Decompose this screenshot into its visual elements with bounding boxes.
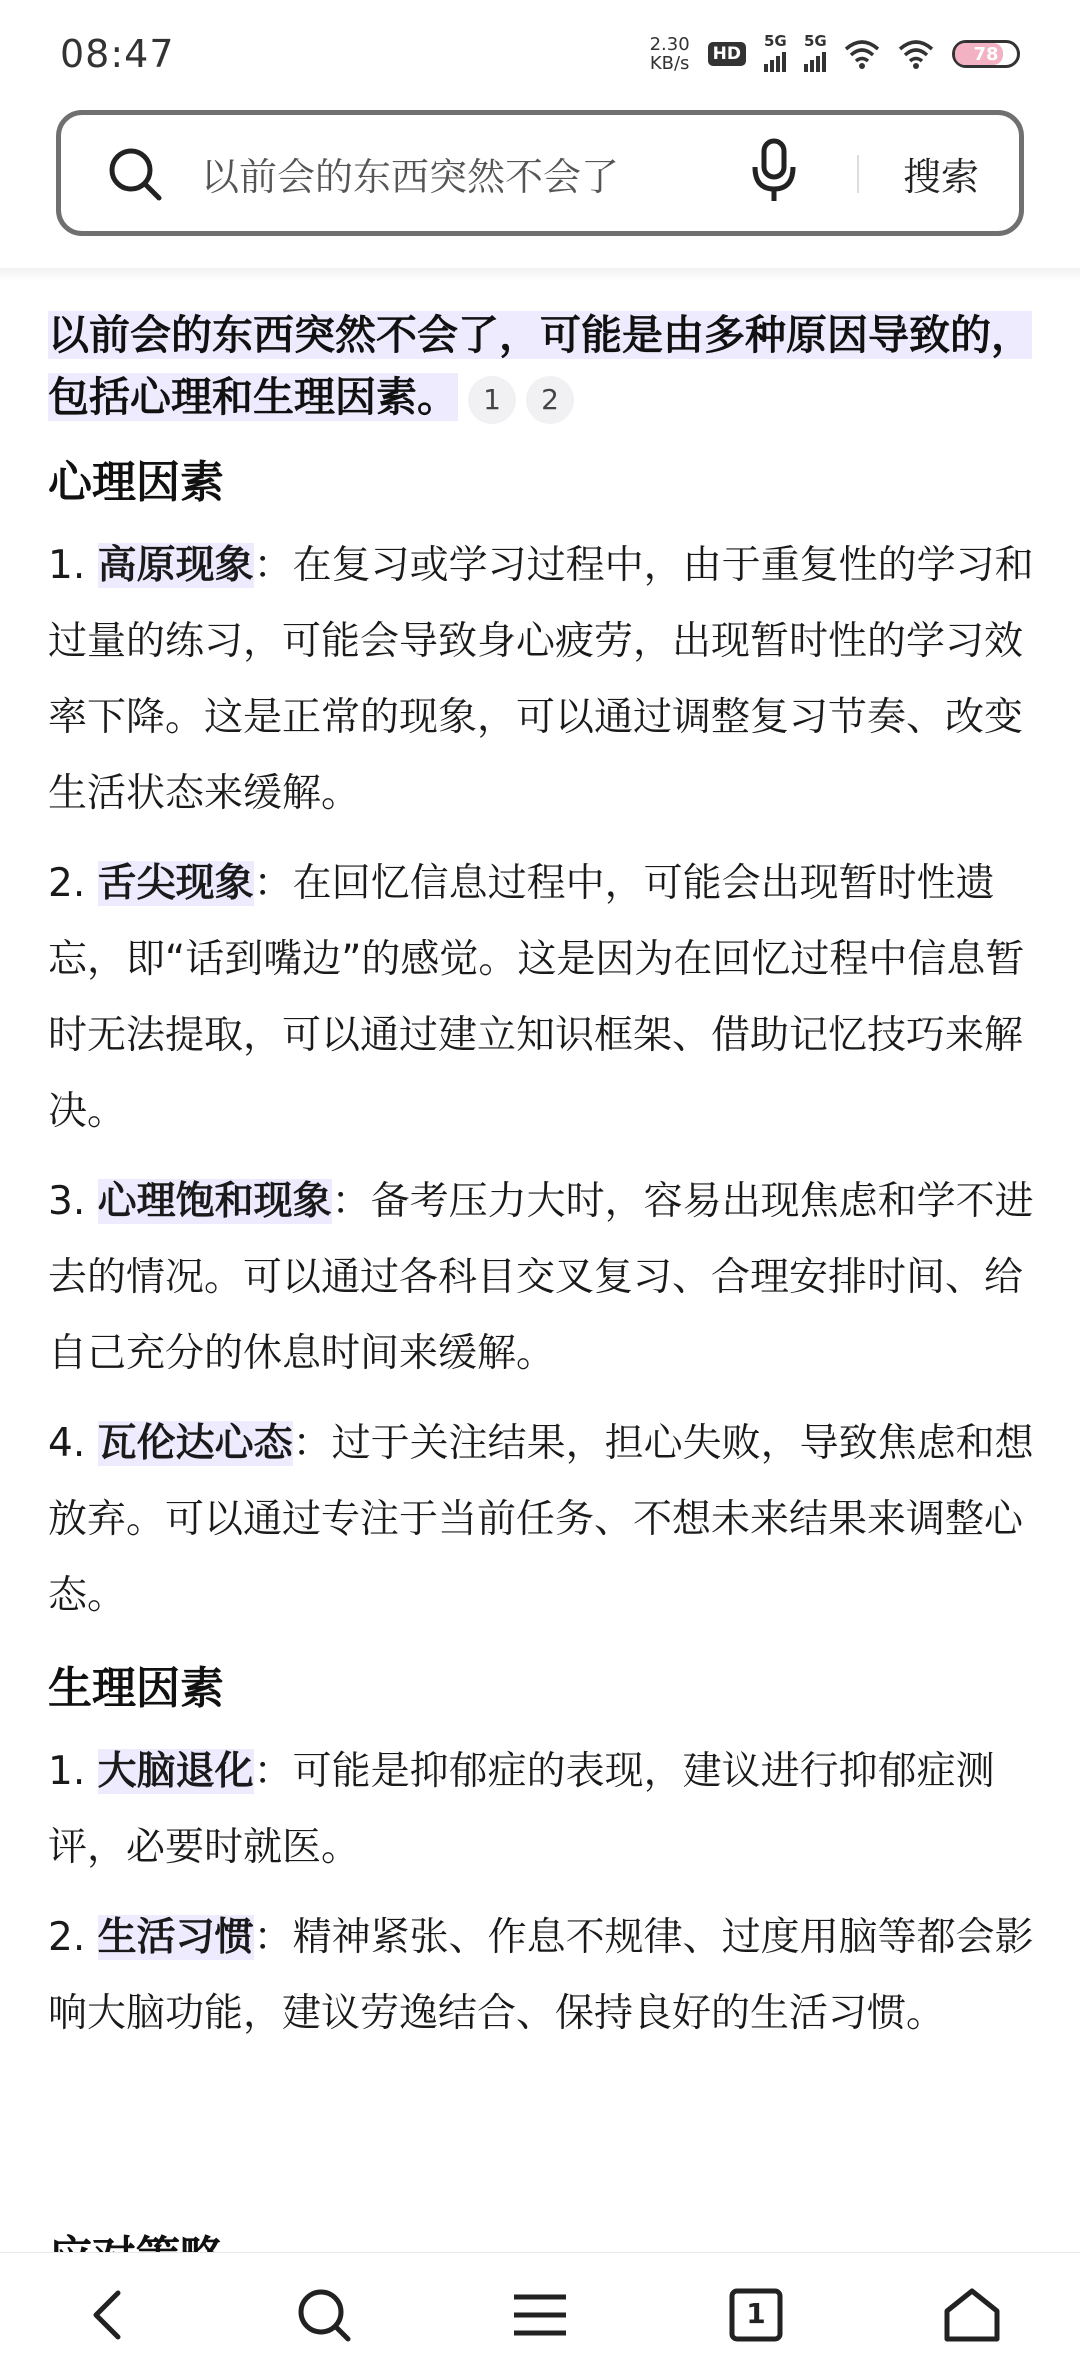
search-icon[interactable] [107, 146, 163, 202]
citation-1[interactable]: 1 [468, 376, 516, 424]
sim2-label: 5G [804, 32, 827, 50]
list-item: 4. 瓦伦达心态：过于关注结果，担心失败，导致焦虑和想放弃。可以通过专注于当前任务、不想未来结果来调整心态。 [48, 1421, 1034, 1618]
answer-content [48, 304, 1038, 2066]
list-item: 1. 大脑退化：可能是抑郁症的表现，建议进行抑郁症测评，必要时就医。 [48, 1749, 995, 1870]
term: 舌尖现象 [97, 861, 254, 906]
term: 高原现象 [97, 543, 254, 588]
signal-1-icon [764, 32, 787, 72]
list-item: 1. 高原现象：在复习或学习过程中，由于重复性的学习和过量的练习，可能会导致身心疲劳，出现暂时性的学习效率下降。这是正常的现象，可以通过调整复习节奏、改变生活状态来缓解。 [48, 543, 1034, 816]
battery-icon [952, 40, 1020, 68]
battery-level: 78 [973, 43, 999, 65]
term: 心理饱和现象 [97, 1179, 332, 1224]
section-heading-physiological: 生理因素 [48, 1663, 224, 1714]
term: 生活习惯 [97, 1915, 254, 1960]
clock: 08:47 [60, 32, 175, 76]
home-button[interactable] [912, 2260, 1032, 2370]
network-speed-unit: KB/s [649, 53, 690, 74]
status-icons [649, 32, 1020, 74]
search-icon [296, 2287, 352, 2343]
list-item: 2. 生活习惯：精神紧张、作息不规律、过度用脑等都会影响大脑功能，建议劳逸结合、保持良好的生活习惯。 [48, 1915, 1034, 2036]
list-item: 2. 舌尖现象：在回忆信息过程中，可能会出现暂时性遗忘，即“话到嘴边”的感觉。这是因为在回忆过程中信息暂时无法提取，可以通过建立知识框架、借助记忆技巧来解决。 [48, 861, 1025, 1134]
network-speed-value: 2.30 [649, 34, 690, 55]
signal-2-icon [804, 32, 827, 72]
answer-summary [48, 304, 1038, 428]
home-icon [943, 2287, 1001, 2343]
menu-icon [512, 2291, 568, 2339]
search-bar[interactable] [56, 110, 1024, 236]
wifi-icon [844, 39, 880, 69]
back-icon [88, 2287, 128, 2343]
menu-button[interactable] [480, 2260, 600, 2370]
bottom-navigation [0, 2252, 1080, 2377]
citation-2[interactable]: 2 [526, 376, 574, 424]
summary-text: 以前会的东西突然不会了，可能是由多种原因导致的，包括心理和生理因素。 [48, 311, 1032, 421]
search-divider [857, 155, 859, 193]
sim1-label: 5G [764, 32, 787, 50]
header-shadow [0, 268, 1080, 282]
tab-count: 1 [746, 2297, 766, 2330]
term: 大脑退化 [97, 1749, 254, 1794]
list-item: 3. 心理饱和现象：备考压力大时，容易出现焦虑和学不进去的情况。可以通过各科目交叉复习、合理安排时间、给自己充分的休息时间来缓解。 [48, 1179, 1034, 1376]
network-speed [650, 35, 690, 73]
section-heading-psychological: 心理因素 [48, 457, 224, 508]
hd-icon: HD [708, 42, 746, 66]
tabs-button[interactable] [696, 2260, 816, 2370]
status-bar [0, 0, 1080, 108]
term: 瓦伦达心态 [97, 1421, 293, 1466]
section-heading-strategy [48, 2228, 224, 2252]
search-input[interactable]: 以前会的东西突然不会了 [201, 154, 620, 199]
wifi-2-icon [898, 39, 934, 69]
nav-search-button[interactable] [264, 2260, 384, 2370]
microphone-icon[interactable] [749, 137, 799, 207]
back-button[interactable] [48, 2260, 168, 2370]
search-button[interactable]: 搜索 [903, 154, 980, 199]
